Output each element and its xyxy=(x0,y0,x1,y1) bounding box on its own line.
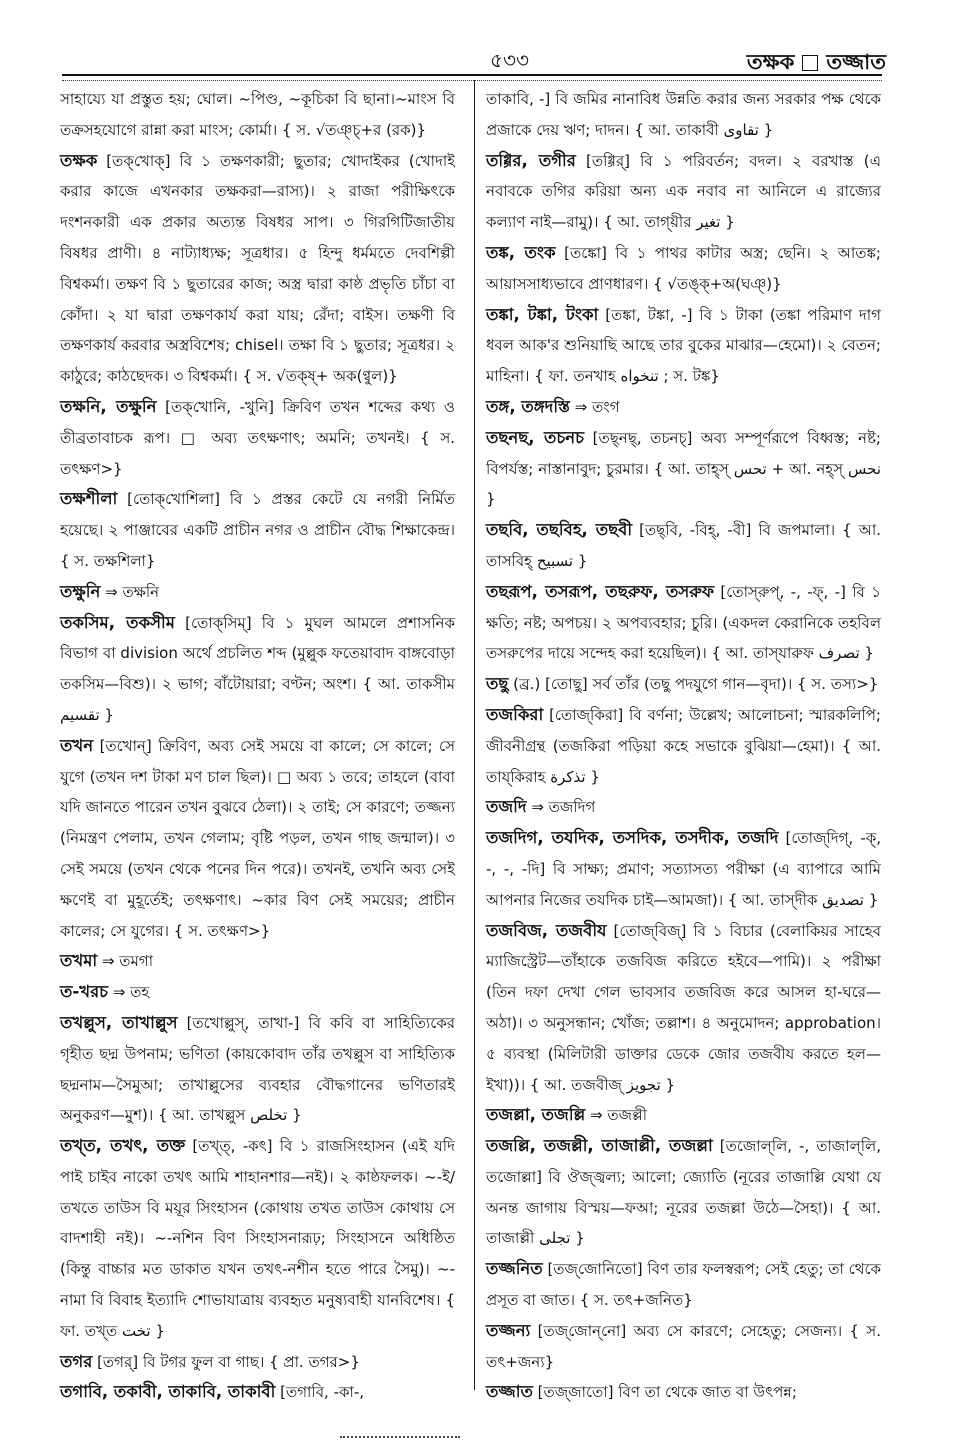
dictionary-entry xyxy=(60,484,455,576)
headword: তজদিগ, তযদিক, তসদিক, তসদীক, তজদি xyxy=(486,828,779,848)
headword: তখন xyxy=(60,735,94,755)
dictionary-entry xyxy=(60,1008,455,1131)
headword: তক্ষনি, তক্ষুনি xyxy=(60,396,157,416)
entry-definition: [তছ্‌বি, -বিহ্, -বী] বি জপমালা। { আ. তাসবিহ্ تسبيح } xyxy=(486,521,882,570)
headword: তজ্জাত xyxy=(486,1382,533,1402)
headword: তছরূপ, তসরূপ, তছরুফ, তসরুফ xyxy=(486,581,715,601)
dictionary-entry xyxy=(486,300,881,392)
dictionary-entry xyxy=(60,977,455,1008)
headword: তগ্গির, তগীর xyxy=(486,150,576,170)
dictionary-entry xyxy=(60,608,455,731)
dictionary-entry xyxy=(60,84,455,146)
headword: তখমা xyxy=(60,951,98,971)
page-header xyxy=(60,44,890,74)
dictionary-entry xyxy=(486,700,881,792)
headword: তখল্লুস, তাখাল্লুস xyxy=(60,1012,178,1032)
entry-definition: [তঙ্কো] বি ১ পাথর কাটার অস্ত্র; ছেনি। ২ আতঙ্ক; আয়াসসাধ্যভাবে প্রাণধারণ। { √তঙ্ক্+অ(ঘঞ্)} xyxy=(486,243,881,293)
headword: তক্ষুনি xyxy=(60,581,101,601)
entry-definition: [তজ্‌জোনিতো] বিণ তার ফলস্বরূপ; সেই হেতু; তা থেকে প্রসূত বা জাত। { স. তৎ+জনিত} xyxy=(486,1260,881,1310)
page-number: ৫৩৩ xyxy=(490,48,529,72)
dictionary-entry xyxy=(60,1131,455,1347)
dictionary-entry xyxy=(486,1377,881,1408)
dictionary-entry xyxy=(60,392,455,484)
dictionary-entry xyxy=(60,577,455,608)
entry-definition: [তোক্‌সিম্] বি ১ মুঘল আমলে প্রশাসনিক বিভাগ বা division অর্থে প্রচলিত শব্দ (মুল্লুক ফতেয়াবাদ বাঙ্গবোড়া তকসিম—বিশু)। ২ ভাগ; বাঁটোয়ারা; বণ্টন; অংশ। { আ. তাকসীম تقسيم } xyxy=(60,613,455,724)
dictionary-entry xyxy=(60,946,455,977)
entry-definition: [তখ্‌ত্, -কৎ] বি ১ রাজসিংহাসন (এই যদি পাই চাইব নাকো তখৎ আমি শাহানশার—নই)। ২ কাষ্ঠফলক। ~-ই/তখতে তাউস বি ময়ূর সিংহাসন (কোথায় তখত তাউস কোথায় সে বাদশাহী নই)। ~-নশিন বিণ সিংহাসনারূঢ়; সিংহাসনে অধিষ্ঠিত (কিন্তু বাচ্চার মত ডাকাত যখন তখৎ-নশীন হতে পারে সৈমু)। ~-নামা বি বিবাহ ইত্যাদি শোভাযাত্রায় ব্যবহৃত মনুষ্যবাহী যানবিশেষ। { ফা. তখ্‌ত تخت } xyxy=(60,1137,455,1340)
entry-definition: [তঙ্কা, টঙ্কা, -] বি ১ টাকা (তঙ্কা পরিমাণ দাগ ধবল আক'র শুনিয়াছি আছে তার বুকের মাঝার—হেমো)। ২ বেতন; মাহিনা। { ফা. তনখাহ تنخواه ; স. টঙ্ক} xyxy=(486,305,881,386)
header-rule xyxy=(62,74,882,81)
dictionary-entry xyxy=(60,1347,455,1378)
dictionary-entry xyxy=(486,423,881,515)
dictionary-entry xyxy=(486,577,881,669)
headword: তগর xyxy=(60,1351,93,1371)
headword: তঙ্গ, তঙ্গদস্তি xyxy=(486,396,570,416)
entry-definition: [তজ্‌জোন্‌নো] অব্য সে কারণে; সেহেতু; সেজন্য। { স. তৎ+জন্য} xyxy=(486,1321,881,1371)
dictionary-entry xyxy=(486,916,881,1101)
entry-definition: [তক্‌খোক্] বি ১ তক্ষণকারী; ছুতার; খোদাইকর (খোদাই করার কাজে এখনকার তক্ষকরা—রাস্য)। ২ রাজা পরীক্ষিৎকে দংশনকারী এক প্রকার অত্যন্ত বিষধর সাপ। ৩ গিরগিটিজাতীয় বিষধর প্রাণী। ৪ নাট্যাধ্যক্ষ; সূত্রধার। ৫ হিন্দু ধর্মমতে দেবশিল্পী বিশ্বকর্মা। তক্ষণ বি ১ ছুতারের কাজ; অস্ত্র দ্বারা কাষ্ঠ প্রভৃতি চাঁচা বা কোঁদা। ২ যা দ্বারা তক্ষণকার্য করা যায়; রেঁদা; বাইস। তক্ষণী বি তক্ষণকার্য করবার অস্ত্রবিশেষ; chisel। তক্ষা বি ১ ছুতার; সূত্রধর। ২ কাঠুরে; কাঠছেদক। ৩ বিশ্বকর্মা। { স. √তক্ষ্+ অক(ণ্বুল)} xyxy=(60,151,455,386)
dictionary-entry xyxy=(60,146,455,392)
entry-definition: ⇒ তক্ষনি xyxy=(105,582,160,601)
headword: তজবিজ, তজবীয xyxy=(486,920,607,940)
dictionary-entry xyxy=(486,515,881,577)
right-column xyxy=(486,84,881,1408)
column-divider xyxy=(474,80,475,1390)
entry-definition: [তোজ্‌কিরা] বি বর্ণনা; উল্লেখ; আলোচনা; স্মারকলিপি; জীবনীগ্রন্থ (তজকিরা পড়িয়া কহে সভাকে বুঝিয়া—হেমা)। { আ. তায্‌কিরাহ تذكرة } xyxy=(486,705,881,786)
dictionary-entry xyxy=(60,731,455,947)
headword: তখ্‌ত, তখৎ, তক্ত xyxy=(60,1136,186,1156)
entry-definition: (ব্র.) [তোছু] সর্ব তাঁর (তছু পদযুগে গান—বৃদা)। { স. তস্য>} xyxy=(513,675,879,694)
headword: তঙ্ক, তংক xyxy=(486,242,556,262)
entry-definition: [তোজ্‌দিগ্, -ক্, -, -, -দি] বি সাক্ষ্য; প্রমাণ; সত্যাসত্য পরীক্ষা (এ ব্যাপারে আমি আপনার নিজের তযদিক চাই—আমজা)। { আ. তাস্‌দীক تصديق } xyxy=(486,829,882,909)
separator-box-icon xyxy=(802,55,818,71)
entry-definition: ⇒ তজদিগ xyxy=(531,798,596,817)
entry-definition: [তক্‌খোনি, -খুনি] ক্রিবিণ তখন শব্দের কথ্য ও তীব্রতাবাচক রূপ। □ অব্য তৎক্ষণাৎ; অমনি; তখনই। { স. তৎক্ষণ>} xyxy=(60,397,455,478)
dictionary-entry xyxy=(486,238,881,300)
entry-definition: [তগর্] বি টগর ফুল বা গাছ। { প্রা. তগর>} xyxy=(97,1352,360,1371)
entry-definition: ⇒ তহ xyxy=(112,983,150,1002)
dictionary-entry xyxy=(486,146,881,238)
entry-definition: ⇒ তমগা xyxy=(101,952,154,971)
entry-definition: [তছ্‌নছ্, তচনচ্] অব্য সম্পূর্ণরূপে বিধ্বস্ত; নষ্ট; বিপর্যস্ত; নাস্তানাবুদ; চুরমার। { আ. তাহ্‌স্ تحس + আ. নহ্‌স্ نحس } xyxy=(486,428,881,509)
headword: তজকিরা xyxy=(486,704,544,724)
entry-definition: তাকাবি, -] বি জমির নানাবিধ উন্নতি করার জন্য সরকার পক্ষ থেকে প্রজাকে দেয় ঋণ; দাদন। { আ. তাকাবী تقاوی } xyxy=(486,90,881,139)
entry-definition: [তগ্গির্] বি ১ পরিবর্তন; বদল। ২ বরখাস্ত (এ নবাবকে তগির করিয়া অন্য এক নবাব না আনিলে এ রাজ্যের কল্যাণ নাই—রামু)। { আ. তাগ্‌য়ীর تغير } xyxy=(486,151,881,232)
entry-definition: [তোজ্‌বিজ্] বি ১ বিচার (বেলাকিয়র সাহেব ম্যাজিস্ট্রেট—তাঁহাকে তজবিজ করিতে হইবে—পামি)। ২ পরীক্ষা (তিন দফা দেখা গেল ভাবসাব তজবিজ করে আসল হা-ঘরে—অঠা)। ৩ অনুসন্ধান; খোঁজ; তল্লাশ। ৪ অনুমোদন; approbation। ৫ ব্যবস্থা (মিলিটারী ডাক্তার ডেকে জোর তজবীয করতে হল—ইখা))। { আ. তজবীজ্ تجويز } xyxy=(486,921,881,1094)
headword: তজ্জনিত xyxy=(486,1259,543,1279)
dictionary-entry xyxy=(486,1100,881,1131)
dictionary-entry xyxy=(486,1254,881,1316)
entry-definition: [তোস্‌রুপ্, -, -ফ্, -] বি ১ ক্ষতি; নষ্ট; অপচয়। ২ অপব্যবহার; চুরি। (একদল কেরানিকে তহবিল তসরুপের দায়ে সন্দেহ করা হয়েছিল)। { আ. তাস্‌যারুফ تصرف } xyxy=(486,582,881,663)
headword: তজদি xyxy=(486,797,527,817)
headword: তকসিম, তকসীম xyxy=(60,612,175,632)
dictionary-entry xyxy=(486,669,881,700)
entry-definition: ⇒ তংগ xyxy=(574,397,620,416)
entry-definition: সাহায্যে যা প্রস্তুত হয়; ঘোল। ~পিণ্ড, ~কূচিকা বি ছানা।~মাংস বি তক্রসহযোগে রান্না করা মাংস; কোর্মা। { স. √তঞ্চ্+র (রক)} xyxy=(60,90,455,139)
entry-definition: [তগাবি, -কা-, xyxy=(280,1383,365,1402)
entry-definition: ⇒ তজল্লী xyxy=(590,1106,648,1125)
headword: ত-খরচ xyxy=(60,982,109,1002)
footer-mark xyxy=(340,1436,460,1438)
entry-definition: [তখোন্] ক্রিবিণ, অব্য সেই সময়ে বা কালে; সে কালে; সে যুগে (তখন দশ টাকা মণ চাল ছিল)। □ অব্য ১ তবে; তাহলে (বাবা যদি জানতে পারেন তখন বুঝবে ঠেলা)। ২ তাই; সে কারণে; তজ্জন্য (নিমন্ত্রণ পেলাম, তখন গেলাম; বৃষ্টি পড়ল, তখন গাছ জন্মাল)। ৩ সেই সময়ে (তখন থেকে পনের দিন পরে)। তখনই, তখনি অব্য সেই ক্ষণেই বা মুহূর্তেই; তৎক্ষণাৎ। ~কার বিণ সেই সময়ের; প্রাচীন কালের; সে যুগের। { স. তৎক্ষণ>} xyxy=(60,736,455,940)
headword: তজল্লা, তজল্লি xyxy=(486,1105,586,1125)
dictionary-entry xyxy=(486,823,881,915)
dictionary-entry xyxy=(486,392,881,423)
headword: তছবি, তছবিহ, তছবী xyxy=(486,520,633,540)
headword: তছনছ, তচনচ xyxy=(486,427,585,447)
running-head-first-word: তক্ষক xyxy=(746,50,795,74)
dictionary-entry xyxy=(486,1131,881,1254)
headword: তক্ষশীলা xyxy=(60,489,118,509)
headword: তক্ষক xyxy=(60,150,98,170)
left-column xyxy=(60,84,455,1408)
dictionary-entry xyxy=(486,84,881,146)
headword: তছু xyxy=(486,674,509,694)
entry-definition: [তখোল্লুস্, তাখা-] বি কবি বা সাহিত্যিকের গৃহীত ছদ্ম উপনাম; ভণিতা (কায়কোবাদ তাঁর তখল্লুস বা সাহিত্যিক ছদ্মনাম—সৈমুআ; তাখাল্লুসের ব্যবহার বৌদ্ধগানের ভণিতারই অনুকরণ—মুশ)। { আ. তাখল্লুস تخلص } xyxy=(60,1013,455,1125)
headword: তঙ্কা, টঙ্কা, টংকা xyxy=(486,304,599,324)
entry-definition: [তোক্‌খোশিলা] বি ১ প্রস্তর কেটে যে নগরী নির্মিত হয়েছে। ২ পাঞ্জাবের একটি প্রাচীন নগর ও প্রাচীন বৌদ্ধ শিক্ষাকেন্দ্র। { স. তক্ষশিলা} xyxy=(60,490,455,570)
entry-definition: [তজোল্‌লি, -, তাজাল্‌লি, তজোল্লা] বি ঔজ্জ্বল্য; আলো; জ্যোতি (নূরের তাজাল্লি যেথা যে অনন্ত জাগায় বিস্ময়—ফআ; নূরের তজল্লা উঠে—সৈহা)। { আ. তাজাল্লী تجلى } xyxy=(486,1137,881,1248)
entry-definition: [তজ্‌জাতো] বিণ তা থেকে জাত বা উৎপন্ন; xyxy=(537,1383,797,1402)
running-head-last-word: তজ্জাত xyxy=(826,50,886,74)
dictionary-entry xyxy=(486,792,881,823)
headword: তজল্লি, তজল্লী, তাজাল্লী, তজল্লা xyxy=(486,1136,713,1156)
headword: তজ্জন্য xyxy=(486,1320,531,1340)
headword: তগাবি, তকাবী, তাকাবি, তাকাবী xyxy=(60,1382,276,1402)
dictionary-entry xyxy=(60,1377,455,1408)
dictionary-entry xyxy=(486,1316,881,1378)
